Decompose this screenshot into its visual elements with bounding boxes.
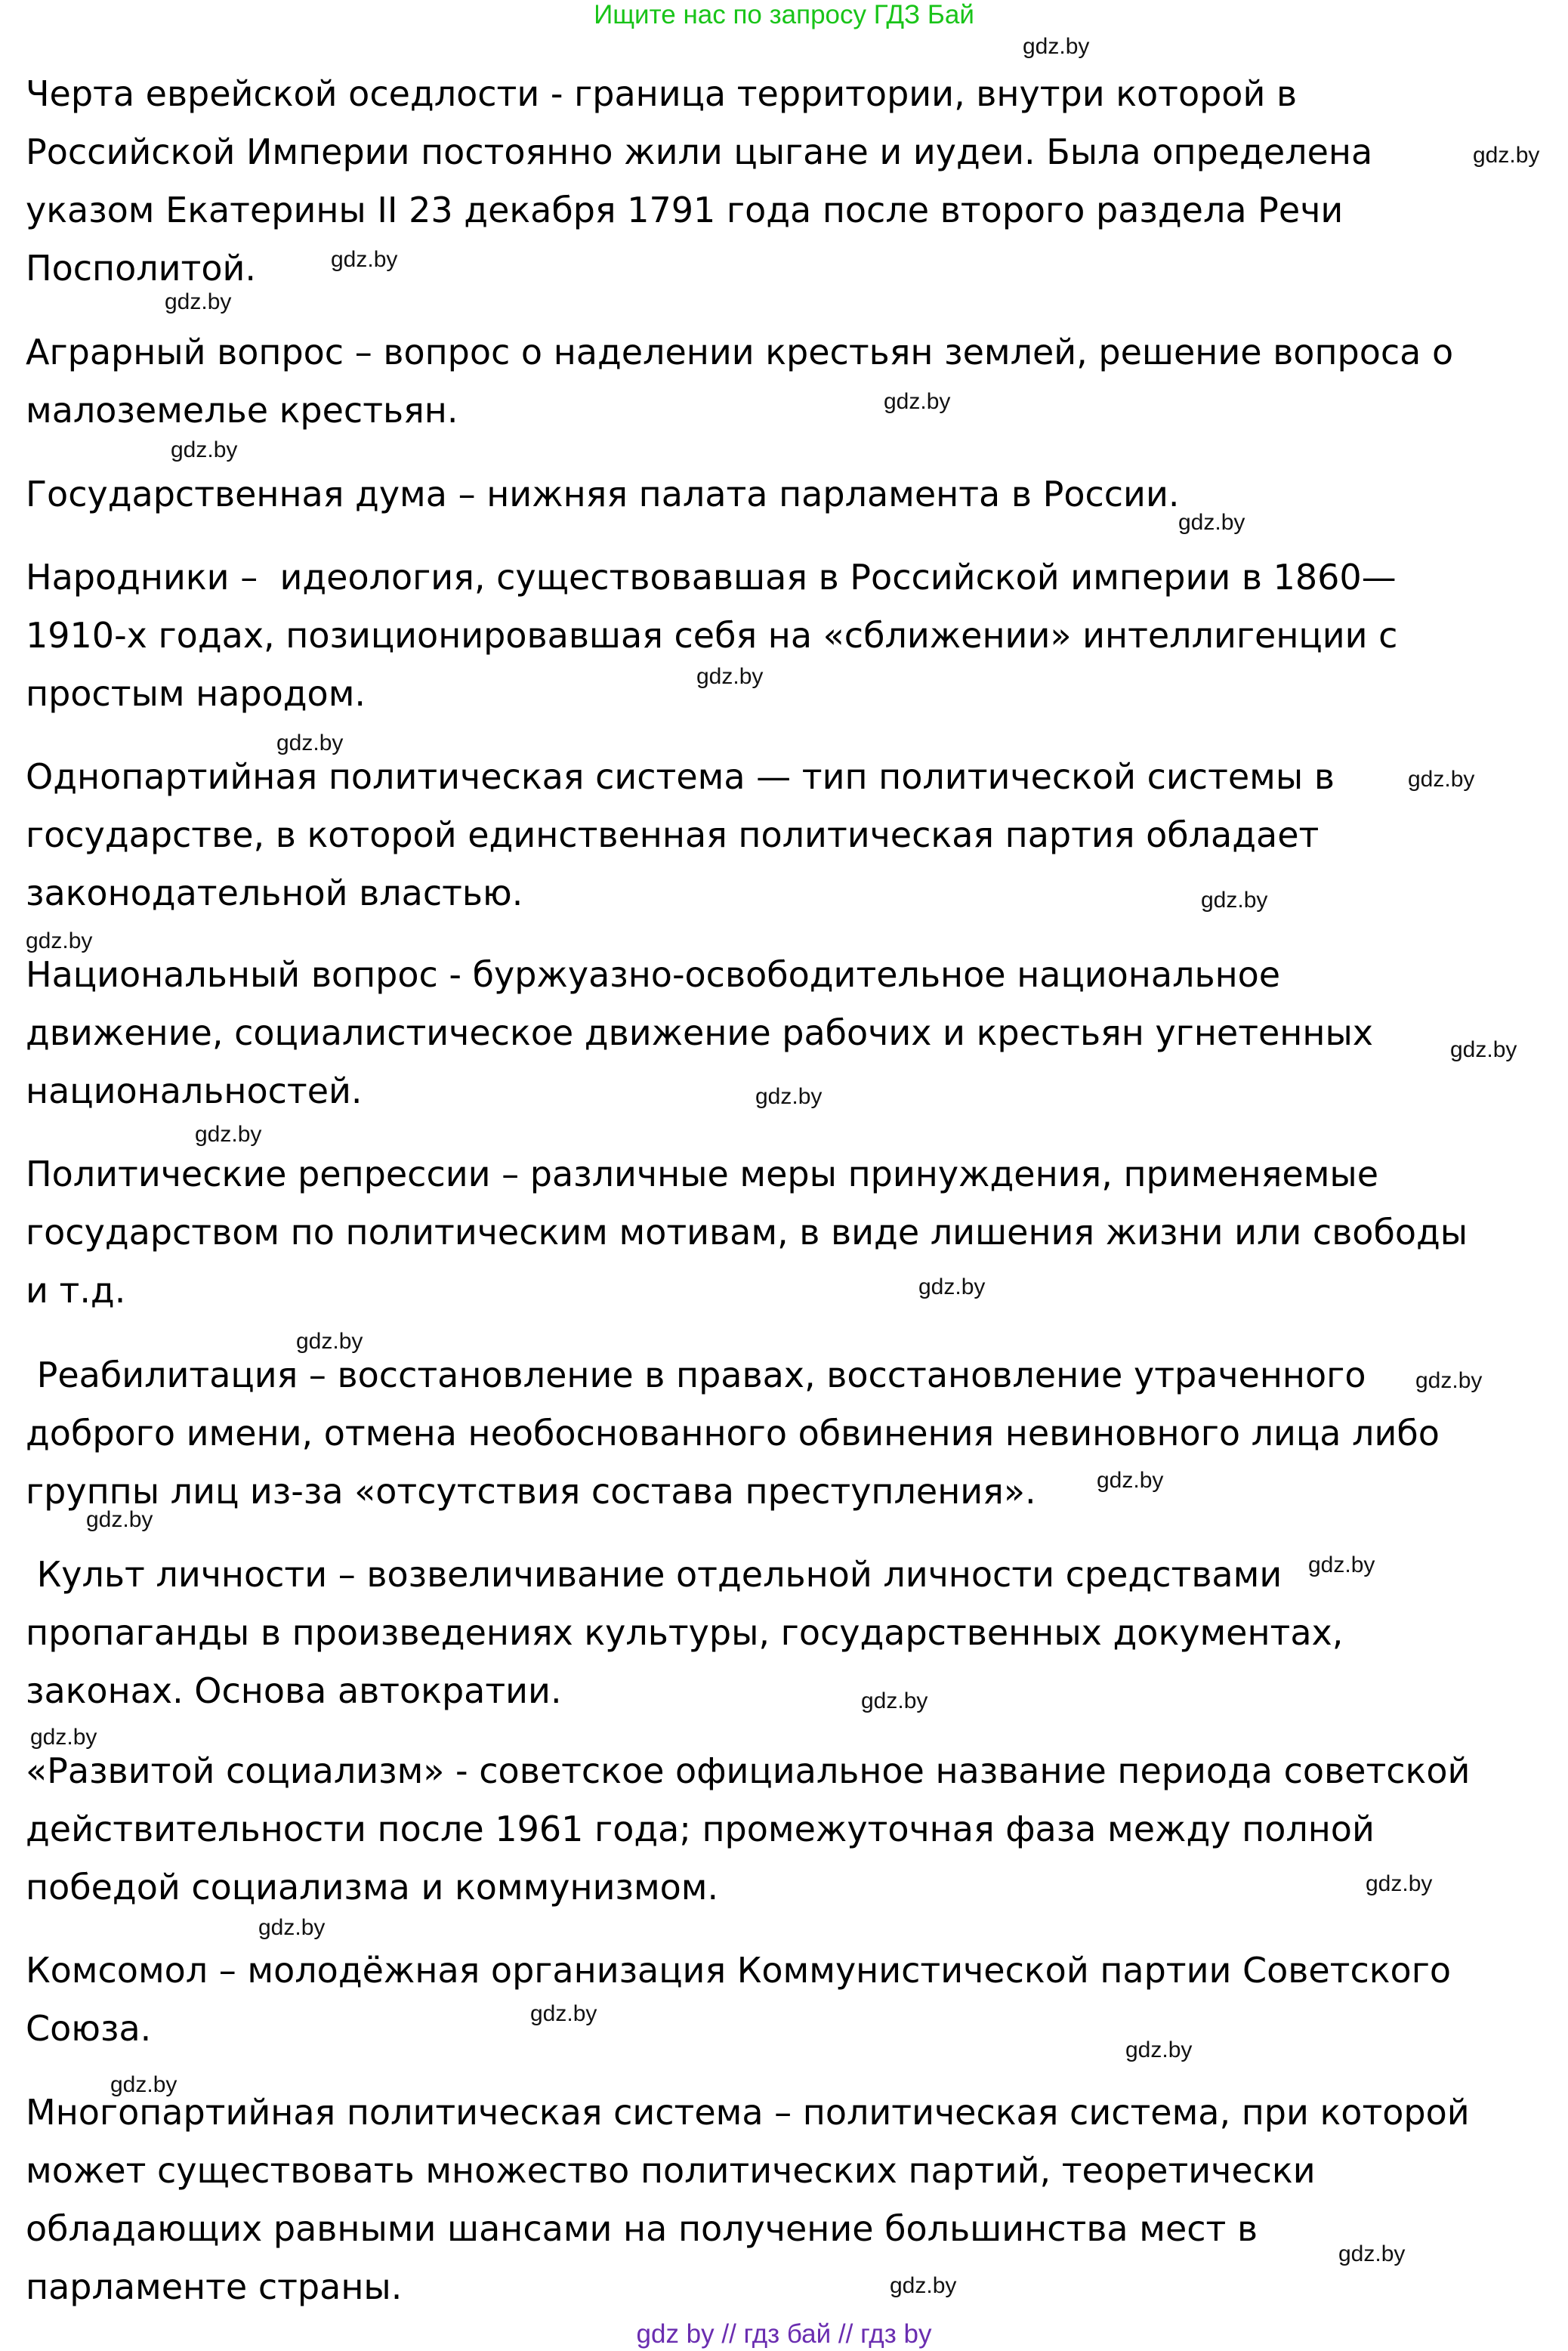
definition-personality-cult: Культ личности – возвеличивание отдельной личности средствами пропаганды в произведениях культуры, государственных документах, законах. Основа автократии.: [26, 1554, 1344, 1711]
watermark: gdz.by: [884, 389, 951, 414]
watermark: gdz.by: [1415, 1368, 1483, 1393]
watermark: gdz.by: [890, 2273, 957, 2298]
watermark: gdz.by: [110, 2072, 177, 2097]
watermark: gdz.by: [30, 1725, 97, 1750]
watermark: gdz.by: [1178, 510, 1245, 535]
watermark: gdz.by: [171, 437, 238, 462]
watermark: gdz.by: [258, 1915, 326, 1940]
watermark: gdz.by: [1125, 2037, 1193, 2062]
watermark: gdz.by: [918, 1274, 986, 1299]
watermark: gdz.by: [1473, 143, 1540, 168]
definition-developed-socialism: «Развитой социализм» - советское официальное название периода советской действительности после 1961 года; промежуточная фаза между полной победой социализма и коммунизмом.: [26, 1750, 1471, 1908]
watermark: gdz.by: [26, 928, 93, 953]
watermark: gdz.by: [276, 731, 344, 755]
watermark: gdz.by: [1097, 1468, 1164, 1493]
definition-narodniki: Народники – идеология, существовавшая в Российской империи в 1860— 1910-х годах, позиционировавшая себя на «сближении» интеллигенции с простым народом.: [26, 557, 1398, 714]
watermark: gdz.by: [1366, 1871, 1433, 1896]
watermark: gdz.by: [530, 2001, 597, 2026]
watermark: gdz.by: [755, 1084, 823, 1109]
definition-multi-party-system: Многопартийная политическая система – политическая система, при которой может существовать множество политических партий, теоретически обладающих равными шансами на получение большинства мест в парламенте страны.: [26, 2092, 1470, 2307]
watermark: gdz.by: [696, 664, 764, 689]
definition-komsomol: Комсомол – молодёжная организация Коммунистической партии Советского Союза.: [26, 1950, 1452, 2049]
definition-one-party-system: Однопартийная политическая система — тип политической системы в государстве, в которой единственная политическая партия обладает законодательной властью.: [26, 756, 1335, 913]
definition-national-question: Национальный вопрос - буржуазно-освободительное национальное движение, социалистическое движение рабочих и крестьян угнетенных национальностей.: [26, 954, 1373, 1111]
definition-rehabilitation: Реабилитация – восстановление в правах, восстановление утраченного доброго имени, отмена необоснованного обвинения невиновного лица либо группы лиц из-за «отсутствия состава преступления».: [26, 1355, 1440, 1512]
watermark: gdz.by: [1308, 1552, 1375, 1577]
watermark: gdz.by: [1408, 767, 1475, 792]
watermark: gdz.by: [331, 247, 398, 272]
watermark: gdz.by: [86, 1507, 153, 1532]
watermark: gdz.by: [296, 1329, 363, 1354]
watermark: gdz.by: [165, 289, 232, 314]
watermark: gdz.by: [1450, 1037, 1517, 1062]
watermark: gdz.by: [861, 1688, 928, 1713]
watermark: gdz.by: [195, 1122, 262, 1147]
definition-agrarian-question: Аграрный вопрос – вопрос о наделении крестьян землей, решение вопроса о малоземелье крестьян.: [26, 332, 1454, 431]
definition-state-duma: Государственная дума – нижняя палата парламента в России.: [26, 474, 1180, 514]
watermark: gdz.by: [1201, 888, 1268, 913]
top-banner: Ищите нас по запросу ГДЗ Бай: [594, 0, 974, 29]
bottom-banner: gdz by // гдз бай // гдз by: [636, 2319, 932, 2349]
definition-political-repressions: Политические репрессии – различные меры принуждения, применяемые государством по политическим мотивам, в виде лишения жизни или свободы и т.д.: [26, 1154, 1468, 1311]
definition-pale-of-settlement: Черта еврейской оседлости - граница территории, внутри которой в Российской Империи постоянно жили цыгане и иудеи. Была определена указом Екатерины II 23 декабря 1791 года после второго раздела Речи Посполитой.: [26, 73, 1373, 289]
watermark: gdz.by: [1023, 34, 1090, 59]
watermark: gdz.by: [1338, 2241, 1406, 2266]
